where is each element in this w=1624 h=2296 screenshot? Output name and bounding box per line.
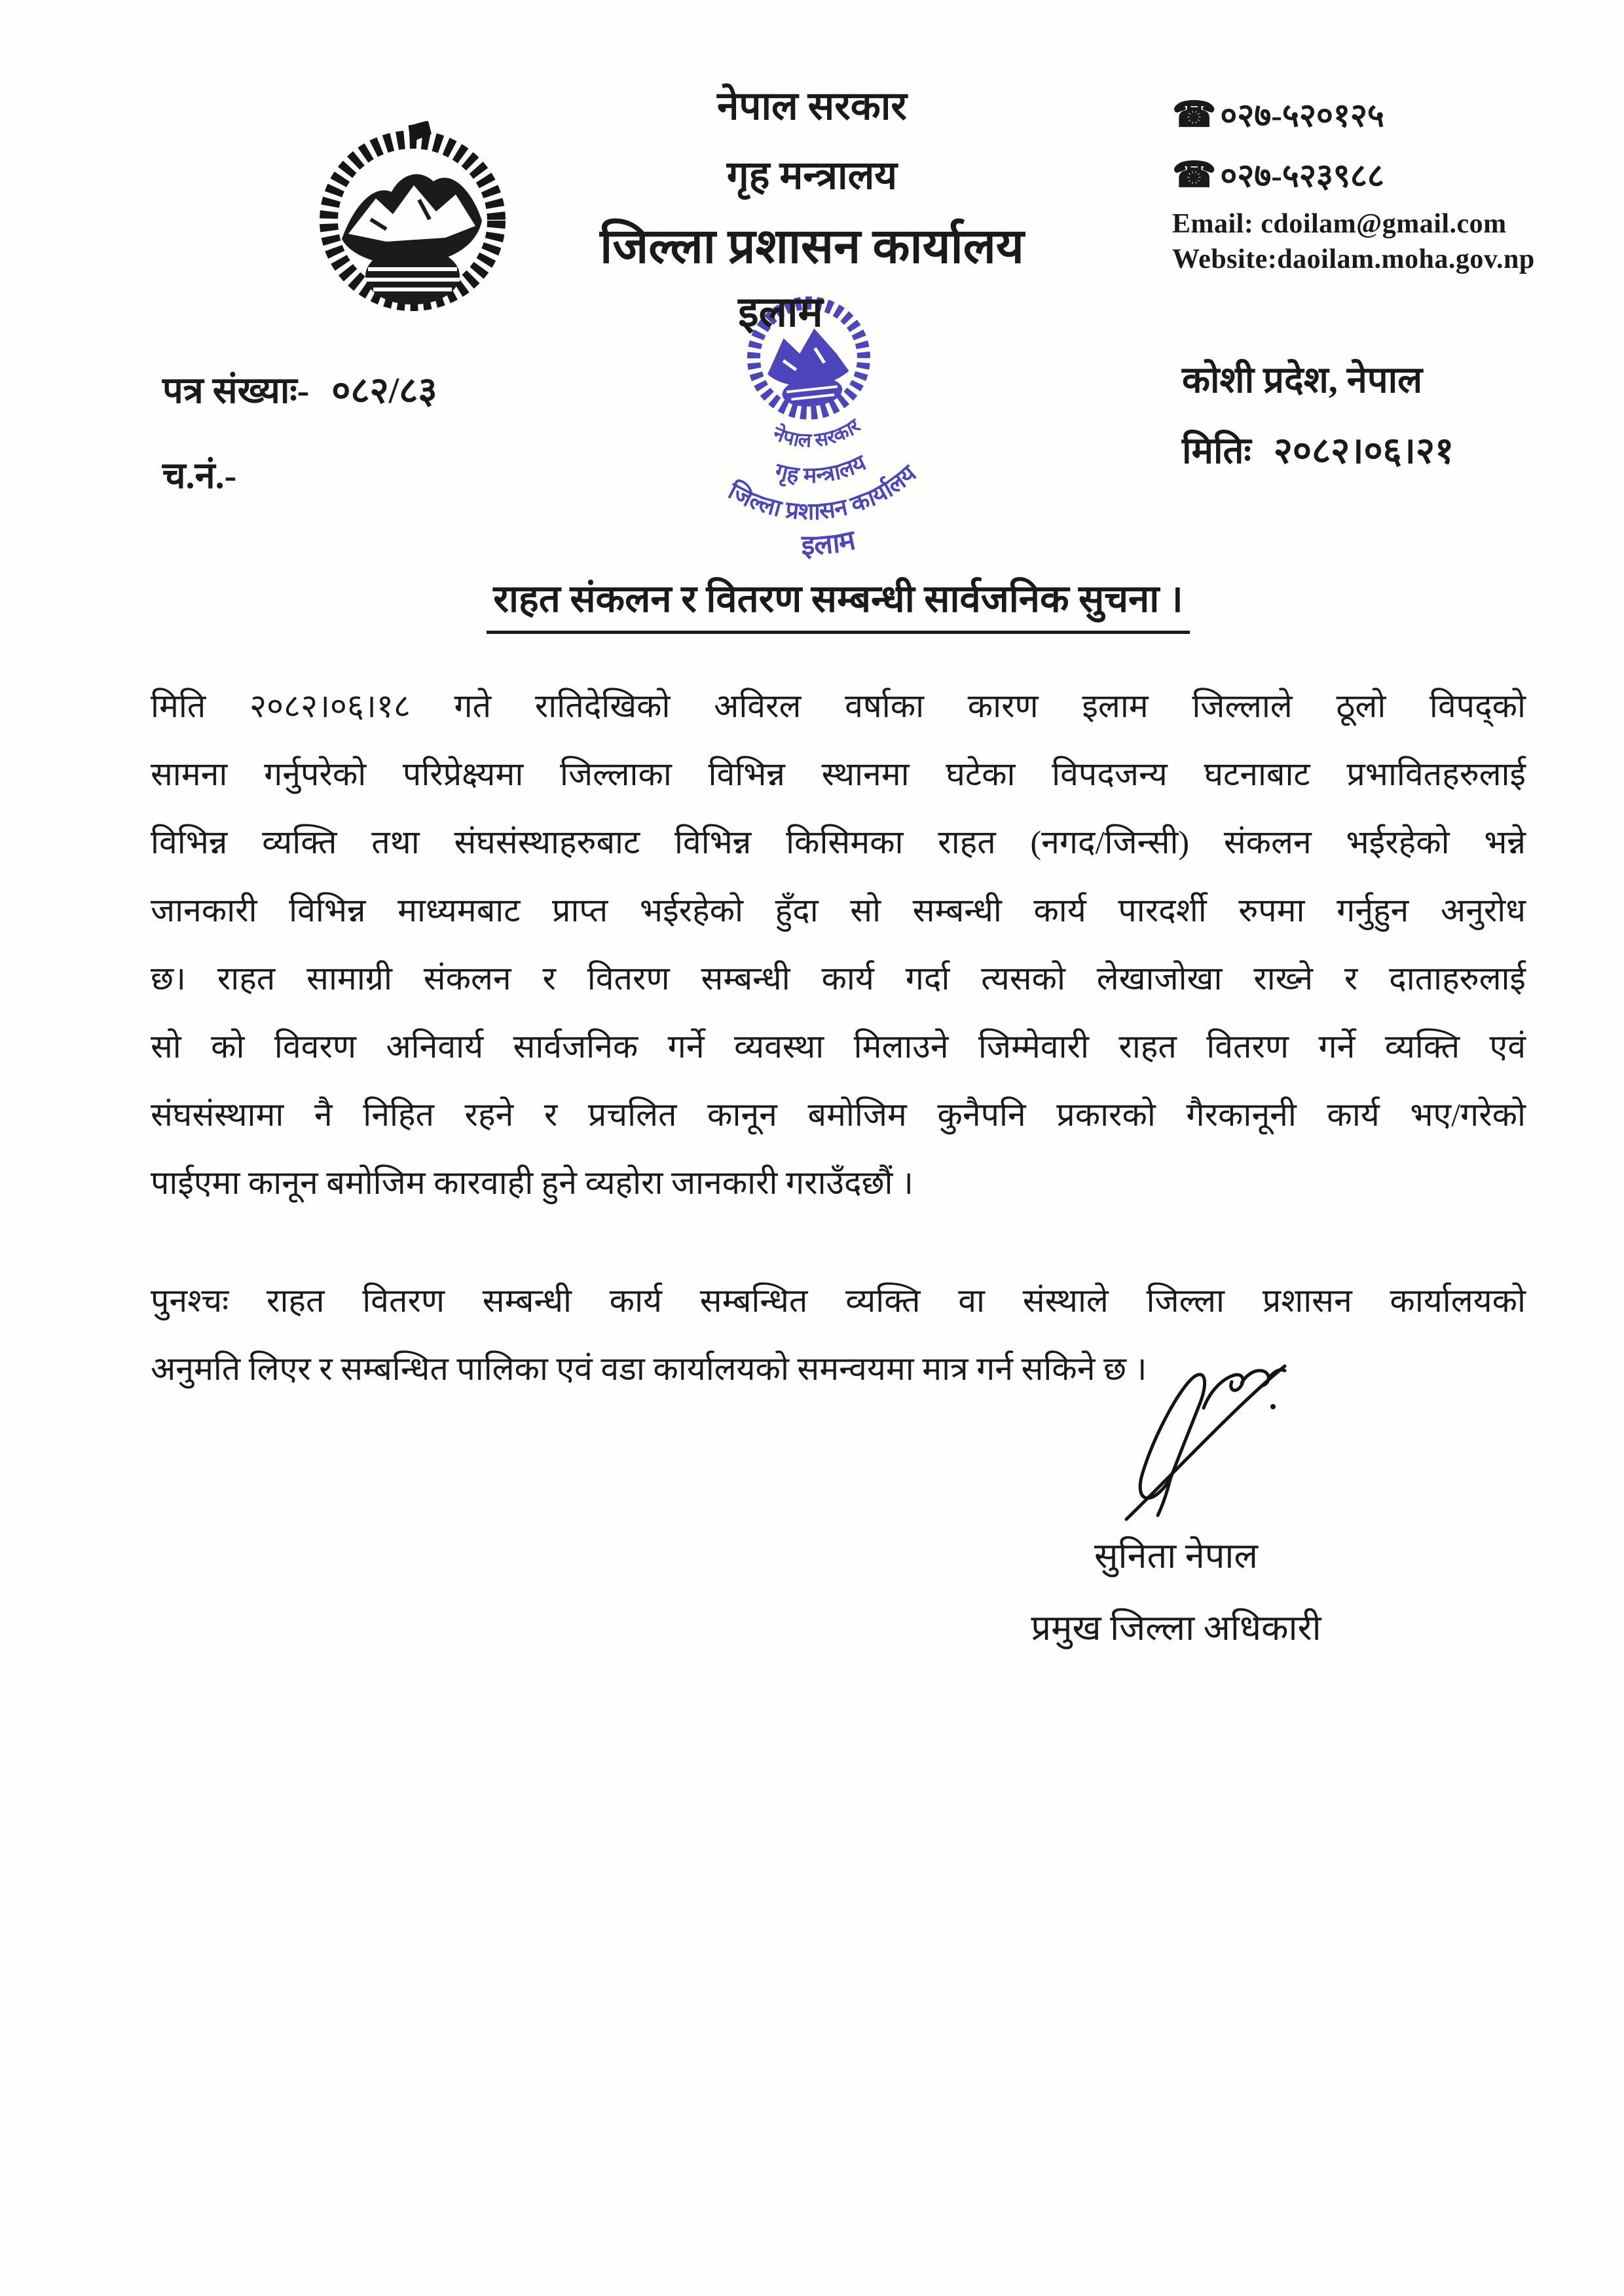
dispatch-number-label: च.नं.- xyxy=(162,456,237,496)
province-line: कोशी प्रदेश, नेपाल xyxy=(1182,360,1423,401)
body-line: संघसंस्थामा नै निहित रहने र प्रचलित कानून बमोजिम कुनैपनि प्रकारको गैरकानूनी कार्य भए/गरेको xyxy=(151,1096,1526,1133)
body-line: अनुमति लिएर र सम्बन्धित पालिका एवं वडा कार्यालयको समन्वयमा मात्र गर्न सकिने छ । xyxy=(151,1350,1147,1387)
letter-number-row xyxy=(162,364,437,414)
date-row xyxy=(1182,424,1454,474)
date-value: २०८२।०६।२१ xyxy=(1273,431,1454,472)
signer-name: सुनिता नेपाल xyxy=(1094,1536,1258,1576)
stamp-text-government: नेपाल सरकार xyxy=(769,415,864,452)
body-line: मिति २०८२।०६।१८ गते रातिदेखिको अविरल वर्षाका कारण इलाम जिल्लाले ठूलो विपद्को xyxy=(151,688,1526,724)
body-line: विभिन्न व्यक्ति तथा संघसंस्थाहरुबाट विभिन्न किसिमका राहत (नगद/जिन्सी) संकलन भईरहेको भन्ने xyxy=(151,824,1526,861)
handwritten-signature xyxy=(1107,1344,1316,1527)
notice-title-row xyxy=(151,571,1526,634)
body-line: सामना गर्नुपरेको परिप्रेक्ष्यमा जिल्लाका विभिन्न स्थानमा घटेका विपदजन्य घटनाबाट प्रभावितहरुलाई xyxy=(151,756,1526,792)
body-line: जानकारी विभिन्न माध्यमबाट प्राप्त भईरहेको हुँदा सो सम्बन्धी कार्य पारदर्शी रुपमा गर्नुहुन अनुरोध xyxy=(151,892,1526,929)
letter-number-value: ०८२/८३ xyxy=(331,371,437,411)
phone-number-2 xyxy=(1172,152,1384,196)
stamp-text-district: इलाम xyxy=(801,525,858,561)
svg-text:इलाम xyxy=(798,525,859,563)
letter-number-label: पत्र संख्याः- xyxy=(162,371,310,411)
phone-icon: ☎ xyxy=(1172,95,1217,134)
signer-designation: प्रमुख जिल्ला अधिकारी xyxy=(1031,1608,1321,1648)
website-address: Website:daoilam.moha.gov.np xyxy=(1172,244,1535,274)
notice-title: राहत संकलन र वितरण सम्बन्धी सार्वजनिक सुचना । xyxy=(487,571,1190,634)
stamp-text-ministry: गृह मन्त्रालय xyxy=(772,451,870,489)
body-line: पुनश्चः राहत वितरण सम्बन्धी कार्य सम्बन्धित व्यक्ति वा संस्थाले जिल्ला प्रशासन कार्यालयको xyxy=(151,1282,1526,1319)
body-line: सो को विवरण अनिवार्य सार्वजनिक गर्ने व्यवस्था मिलाउने जिम्मेवारी राहत वितरण गर्ने व्यक्ति एवं xyxy=(151,1028,1526,1065)
body-line: छ। राहत सामाग्री संकलन र वितरण सम्बन्धी कार्य गर्दा त्यसको लेखाजोखा राख्ने र दाताहरुलाई xyxy=(151,960,1526,997)
header-district: इलाम xyxy=(738,289,823,335)
date-label: मितिः xyxy=(1182,431,1251,472)
body-line: पाईएमा कानून बमोजिम कारवाही हुने व्यहोरा जानकारी गराउँदछौं । xyxy=(151,1164,913,1201)
header-office: जिल्ला प्रशासन कार्यालय xyxy=(600,220,1024,274)
svg-text:गृह मन्त्रालय xyxy=(769,449,872,492)
stamp-text-office: जिल्ला प्रशासन कार्यालय xyxy=(724,460,921,525)
header-government: नेपाल सरकार xyxy=(717,84,907,128)
phone-number-2-value: ०२७-५२३९८८ xyxy=(1220,157,1384,194)
phone-number-1 xyxy=(1172,92,1384,136)
phone-icon: ☎ xyxy=(1172,155,1217,194)
phone-number-1-value: ०२७-५२०१२५ xyxy=(1220,97,1384,134)
email-address: Email: cdoilam@gmail.com xyxy=(1172,209,1507,239)
header-ministry: गृह मन्त्रालय xyxy=(726,154,898,197)
